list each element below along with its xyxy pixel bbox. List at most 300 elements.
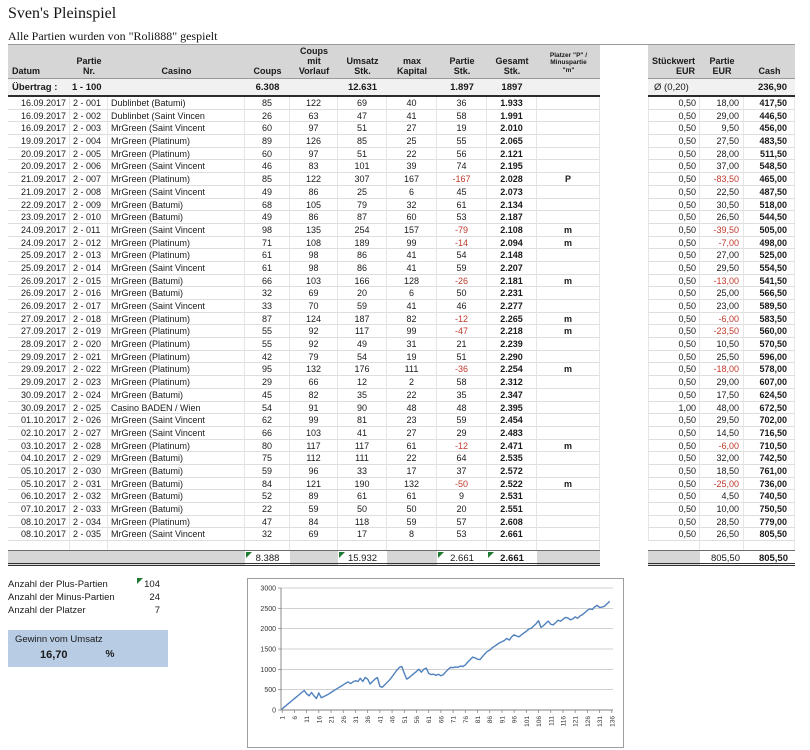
cell-kapital[interactable]: 59 bbox=[387, 516, 437, 529]
cell-partie[interactable]: 58 bbox=[437, 376, 487, 389]
cell-platzer[interactable] bbox=[537, 199, 600, 212]
cell-datum[interactable]: 25.09.2017 bbox=[8, 262, 70, 275]
cell-gesamt[interactable]: 2.290 bbox=[487, 351, 537, 364]
empty-cell[interactable] bbox=[245, 541, 290, 550]
cell-casino[interactable]: MrGreen (Batumi) bbox=[108, 465, 245, 478]
cell-vorlauf[interactable]: 117 bbox=[290, 440, 338, 453]
cell-partie_eur[interactable]: 25,50 bbox=[700, 351, 744, 364]
cell-datum[interactable]: 28.09.2017 bbox=[8, 338, 70, 351]
empty-cell[interactable] bbox=[437, 541, 487, 550]
cell-kapital[interactable]: 23 bbox=[387, 414, 437, 427]
gewinn-box[interactable] bbox=[8, 630, 168, 667]
cell-cash[interactable]: 511,50 bbox=[744, 148, 795, 161]
cell-umsatz[interactable]: 51 bbox=[338, 122, 387, 135]
cell-kapital[interactable]: 60 bbox=[387, 211, 437, 224]
cell-datum[interactable]: 25.09.2017 bbox=[8, 249, 70, 262]
col-header-datum[interactable]: Datum bbox=[8, 45, 70, 79]
cell-umsatz[interactable]: 54 bbox=[338, 351, 387, 364]
cell-vorlauf[interactable]: 105 bbox=[290, 199, 338, 212]
uebertrag-coups[interactable]: 6.308 bbox=[245, 79, 290, 97]
col-header-casino[interactable]: Casino bbox=[108, 45, 245, 79]
col-header-stueckwert[interactable]: Stückwert EUR bbox=[648, 45, 700, 79]
totals-filler[interactable] bbox=[387, 550, 437, 566]
cell-partie[interactable]: 36 bbox=[437, 97, 487, 110]
cell-cash[interactable]: 702,00 bbox=[744, 414, 795, 427]
cell-nr[interactable]: 2 - 018 bbox=[70, 313, 108, 326]
cell-cash[interactable]: 560,00 bbox=[744, 325, 795, 338]
cell-partie_eur[interactable]: 18,00 bbox=[700, 97, 744, 110]
summary-value[interactable]: 7 bbox=[154, 605, 160, 616]
cell-vorlauf[interactable]: 98 bbox=[290, 262, 338, 275]
empty-cell[interactable] bbox=[487, 541, 537, 550]
cell-vorlauf[interactable]: 89 bbox=[290, 490, 338, 503]
cell-gesamt[interactable]: 2.181 bbox=[487, 275, 537, 288]
summary-value[interactable]: 24 bbox=[149, 592, 160, 603]
cell-partie[interactable]: 55 bbox=[437, 135, 487, 148]
cell-kapital[interactable]: 22 bbox=[387, 148, 437, 161]
cell-platzer[interactable] bbox=[537, 338, 600, 351]
cell-cash[interactable]: 548,50 bbox=[744, 160, 795, 173]
cell-partie[interactable]: -14 bbox=[437, 237, 487, 250]
cell-nr[interactable]: 2 - 023 bbox=[70, 376, 108, 389]
cell-vorlauf[interactable]: 86 bbox=[290, 211, 338, 224]
cell-gesamt[interactable]: 2.134 bbox=[487, 199, 537, 212]
uebertrag-partie-stk[interactable]: 1.897 bbox=[437, 79, 487, 97]
cell-gesamt[interactable]: 2.121 bbox=[487, 148, 537, 161]
cell-umsatz[interactable]: 51 bbox=[338, 148, 387, 161]
cell-cash[interactable]: 446,50 bbox=[744, 110, 795, 123]
cell-partie_eur[interactable]: 28,00 bbox=[700, 148, 744, 161]
cell-datum[interactable]: 24.09.2017 bbox=[8, 237, 70, 250]
cell-stueckwert[interactable]: 0,50 bbox=[648, 199, 700, 212]
cell-platzer[interactable] bbox=[537, 211, 600, 224]
col-header-gesamt-stk[interactable]: Gesamt Stk. bbox=[487, 45, 537, 79]
cell-partie_eur[interactable]: 27,00 bbox=[700, 249, 744, 262]
cell-kapital[interactable]: 48 bbox=[387, 402, 437, 415]
cell-datum[interactable]: 16.09.2017 bbox=[8, 97, 70, 110]
cell-gesamt[interactable]: 1.991 bbox=[487, 110, 537, 123]
cell-platzer[interactable]: m bbox=[537, 440, 600, 453]
cell-vorlauf[interactable]: 132 bbox=[290, 363, 338, 376]
cell-stueckwert[interactable]: 0,50 bbox=[648, 414, 700, 427]
cell-datum[interactable]: 20.09.2017 bbox=[8, 148, 70, 161]
cell-umsatz[interactable]: 61 bbox=[338, 490, 387, 503]
cell-partie_eur[interactable]: 32,00 bbox=[700, 452, 744, 465]
summary-label[interactable]: Anzahl der Platzer bbox=[8, 605, 86, 616]
cell-partie_eur[interactable]: 23,00 bbox=[700, 300, 744, 313]
cell-partie_eur[interactable]: 27,50 bbox=[700, 135, 744, 148]
cell-kapital[interactable]: 39 bbox=[387, 160, 437, 173]
cell-coups[interactable]: 55 bbox=[245, 338, 290, 351]
cell-vorlauf[interactable]: 63 bbox=[290, 110, 338, 123]
cell-gesamt[interactable]: 2.531 bbox=[487, 490, 537, 503]
totals-filler[interactable] bbox=[8, 550, 70, 566]
cell-platzer[interactable] bbox=[537, 351, 600, 364]
cell-gesamt[interactable]: 2.483 bbox=[487, 427, 537, 440]
cell-partie_eur[interactable]: -83,50 bbox=[700, 173, 744, 186]
cell-datum[interactable]: 04.10.2017 bbox=[8, 452, 70, 465]
cell-casino[interactable]: MrGreen (Batumi) bbox=[108, 389, 245, 402]
cell-coups[interactable]: 49 bbox=[245, 211, 290, 224]
cell-partie[interactable]: -36 bbox=[437, 363, 487, 376]
cell-platzer[interactable] bbox=[537, 490, 600, 503]
cell-kapital[interactable]: 167 bbox=[387, 173, 437, 186]
cell-cash[interactable]: 596,00 bbox=[744, 351, 795, 364]
cell-umsatz[interactable]: 49 bbox=[338, 338, 387, 351]
summary-label[interactable]: Anzahl der Minus-Partien bbox=[8, 592, 115, 603]
cell-stueckwert[interactable]: 0,50 bbox=[648, 351, 700, 364]
cell-gesamt[interactable]: 2.195 bbox=[487, 160, 537, 173]
summary-value[interactable]: 104 bbox=[126, 578, 160, 591]
cell-gesamt[interactable]: 2.471 bbox=[487, 440, 537, 453]
cell-nr[interactable]: 2 - 004 bbox=[70, 135, 108, 148]
cell-coups[interactable]: 66 bbox=[245, 427, 290, 440]
cell-casino[interactable]: MrGreen (Platinum) bbox=[108, 516, 245, 529]
cell-datum[interactable]: 23.09.2017 bbox=[8, 211, 70, 224]
cell-vorlauf[interactable]: 135 bbox=[290, 224, 338, 237]
uebertrag-empty[interactable] bbox=[108, 79, 245, 97]
empty-cell[interactable] bbox=[290, 541, 338, 550]
cell-platzer[interactable] bbox=[537, 452, 600, 465]
cell-stueckwert[interactable]: 0,50 bbox=[648, 503, 700, 516]
cell-partie_eur[interactable]: 10,00 bbox=[700, 503, 744, 516]
cell-nr[interactable]: 2 - 028 bbox=[70, 440, 108, 453]
cell-casino[interactable]: Dublinbet (Batumi) bbox=[108, 97, 245, 110]
cell-cash[interactable]: 525,00 bbox=[744, 249, 795, 262]
cell-partie[interactable]: 56 bbox=[437, 148, 487, 161]
cell-partie[interactable]: 19 bbox=[437, 122, 487, 135]
col-header-cash[interactable]: Cash bbox=[744, 45, 795, 79]
cell-kapital[interactable]: 27 bbox=[387, 427, 437, 440]
cell-vorlauf[interactable]: 92 bbox=[290, 338, 338, 351]
cell-umsatz[interactable]: 81 bbox=[338, 414, 387, 427]
cell-partie_eur[interactable]: 26,50 bbox=[700, 211, 744, 224]
cell-coups[interactable]: 46 bbox=[245, 160, 290, 173]
cell-coups[interactable]: 60 bbox=[245, 148, 290, 161]
cell-casino[interactable]: MrGreen (Platinum) bbox=[108, 237, 245, 250]
cell-stueckwert[interactable]: 0,50 bbox=[648, 237, 700, 250]
cell-coups[interactable]: 85 bbox=[245, 97, 290, 110]
cell-nr[interactable]: 2 - 031 bbox=[70, 478, 108, 491]
cell-casino[interactable]: MrGreen (Saint Vincent bbox=[108, 186, 245, 199]
cell-gesamt[interactable]: 2.239 bbox=[487, 338, 537, 351]
cell-coups[interactable]: 33 bbox=[245, 300, 290, 313]
uebertrag-umsatz[interactable]: 12.631 bbox=[338, 79, 387, 97]
cell-kapital[interactable]: 31 bbox=[387, 338, 437, 351]
cell-casino[interactable]: MrGreen (Platinum) bbox=[108, 440, 245, 453]
cell-datum[interactable]: 26.09.2017 bbox=[8, 275, 70, 288]
cell-vorlauf[interactable]: 103 bbox=[290, 275, 338, 288]
cell-stueckwert[interactable]: 0,50 bbox=[648, 427, 700, 440]
cell-casino[interactable]: Dublinbet (Saint Vincen bbox=[108, 110, 245, 123]
cell-partie_eur[interactable]: 17,50 bbox=[700, 389, 744, 402]
cell-kapital[interactable]: 32 bbox=[387, 199, 437, 212]
cell-platzer[interactable] bbox=[537, 503, 600, 516]
cell-casino[interactable]: MrGreen (Batumi) bbox=[108, 199, 245, 212]
cell-stueckwert[interactable]: 0,50 bbox=[648, 313, 700, 326]
cell-cash[interactable]: 505,00 bbox=[744, 224, 795, 237]
cell-datum[interactable]: 21.09.2017 bbox=[8, 186, 70, 199]
cumulative-line-chart[interactable] bbox=[247, 578, 624, 748]
cell-coups[interactable]: 85 bbox=[245, 173, 290, 186]
cell-coups[interactable]: 80 bbox=[245, 440, 290, 453]
cell-partie_eur[interactable]: 9,50 bbox=[700, 122, 744, 135]
cell-partie[interactable]: -12 bbox=[437, 440, 487, 453]
cell-vorlauf[interactable]: 91 bbox=[290, 402, 338, 415]
cell-datum[interactable]: 29.09.2017 bbox=[8, 376, 70, 389]
cell-partie[interactable]: 57 bbox=[437, 516, 487, 529]
cell-nr[interactable]: 2 - 017 bbox=[70, 300, 108, 313]
cell-nr[interactable]: 2 - 016 bbox=[70, 287, 108, 300]
col-header-kapital[interactable]: max Kapital bbox=[387, 45, 437, 79]
cell-stueckwert[interactable]: 0,50 bbox=[648, 224, 700, 237]
cell-nr[interactable]: 2 - 008 bbox=[70, 186, 108, 199]
cell-gesamt[interactable]: 2.608 bbox=[487, 516, 537, 529]
cell-casino[interactable]: MrGreen (Platinum) bbox=[108, 249, 245, 262]
cell-cash[interactable]: 736,00 bbox=[744, 478, 795, 491]
uebertrag-empty[interactable] bbox=[387, 79, 437, 97]
cell-nr[interactable]: 2 - 025 bbox=[70, 402, 108, 415]
cell-vorlauf[interactable]: 66 bbox=[290, 376, 338, 389]
cell-umsatz[interactable]: 47 bbox=[338, 110, 387, 123]
cell-nr[interactable]: 2 - 002 bbox=[70, 110, 108, 123]
cell-kapital[interactable]: 6 bbox=[387, 287, 437, 300]
cell-stueckwert[interactable]: 0,50 bbox=[648, 211, 700, 224]
cell-coups[interactable]: 59 bbox=[245, 465, 290, 478]
cell-casino[interactable]: MrGreen (Saint Vincent bbox=[108, 427, 245, 440]
cell-umsatz[interactable]: 33 bbox=[338, 465, 387, 478]
cell-vorlauf[interactable]: 83 bbox=[290, 160, 338, 173]
cell-coups[interactable]: 47 bbox=[245, 516, 290, 529]
cell-stueckwert[interactable]: 0,50 bbox=[648, 478, 700, 491]
cell-casino[interactable]: MrGreen (Platinum) bbox=[108, 376, 245, 389]
cell-kapital[interactable]: 41 bbox=[387, 110, 437, 123]
cell-kapital[interactable]: 41 bbox=[387, 249, 437, 262]
cell-casino[interactable]: MrGreen (Platinum) bbox=[108, 338, 245, 351]
cell-partie[interactable]: 74 bbox=[437, 160, 487, 173]
empty-cell[interactable] bbox=[537, 541, 600, 550]
cell-vorlauf[interactable]: 112 bbox=[290, 452, 338, 465]
cell-coups[interactable]: 62 bbox=[245, 414, 290, 427]
cell-partie[interactable]: -47 bbox=[437, 325, 487, 338]
cell-umsatz[interactable]: 190 bbox=[338, 478, 387, 491]
cell-partie[interactable]: 58 bbox=[437, 110, 487, 123]
cell-partie[interactable]: 35 bbox=[437, 389, 487, 402]
totals-filler[interactable] bbox=[108, 550, 245, 566]
cell-partie_eur[interactable]: 18,50 bbox=[700, 465, 744, 478]
cell-datum[interactable]: 16.09.2017 bbox=[8, 110, 70, 123]
cell-partie[interactable]: 53 bbox=[437, 528, 487, 541]
cell-coups[interactable]: 32 bbox=[245, 287, 290, 300]
cell-stueckwert[interactable]: 0,50 bbox=[648, 110, 700, 123]
cell-umsatz[interactable]: 59 bbox=[338, 300, 387, 313]
cell-stueckwert[interactable]: 0,50 bbox=[648, 516, 700, 529]
total-umsatz[interactable]: 15.932 bbox=[338, 550, 387, 566]
cell-coups[interactable]: 84 bbox=[245, 478, 290, 491]
cell-kapital[interactable]: 41 bbox=[387, 300, 437, 313]
cell-casino[interactable]: MrGreen (Platinum) bbox=[108, 148, 245, 161]
cell-platzer[interactable]: m bbox=[537, 237, 600, 250]
cell-platzer[interactable] bbox=[537, 528, 600, 541]
cell-umsatz[interactable]: 176 bbox=[338, 363, 387, 376]
cell-stueckwert[interactable]: 0,50 bbox=[648, 338, 700, 351]
cell-gesamt[interactable]: 2.010 bbox=[487, 122, 537, 135]
cell-umsatz[interactable]: 12 bbox=[338, 376, 387, 389]
cell-partie[interactable]: 45 bbox=[437, 186, 487, 199]
cell-cash[interactable]: 566,50 bbox=[744, 287, 795, 300]
cell-gesamt[interactable]: 2.265 bbox=[487, 313, 537, 326]
cell-stueckwert[interactable]: 0,50 bbox=[648, 148, 700, 161]
cell-coups[interactable]: 68 bbox=[245, 199, 290, 212]
cell-partie[interactable]: 20 bbox=[437, 503, 487, 516]
cell-cash[interactable]: 672,50 bbox=[744, 402, 795, 415]
cell-platzer[interactable] bbox=[537, 97, 600, 110]
cell-cash[interactable]: 498,00 bbox=[744, 237, 795, 250]
col-header-partie-eur[interactable]: Partie EUR bbox=[700, 45, 744, 79]
cell-coups[interactable]: 95 bbox=[245, 363, 290, 376]
cell-gesamt[interactable]: 2.094 bbox=[487, 237, 537, 250]
cell-nr[interactable]: 2 - 027 bbox=[70, 427, 108, 440]
cell-casino[interactable]: MrGreen (Saint Vincent bbox=[108, 122, 245, 135]
cell-coups[interactable]: 60 bbox=[245, 122, 290, 135]
cell-stueckwert[interactable]: 0,50 bbox=[648, 300, 700, 313]
cell-cash[interactable]: 483,50 bbox=[744, 135, 795, 148]
cell-partie_eur[interactable]: 29,00 bbox=[700, 376, 744, 389]
cell-datum[interactable]: 24.09.2017 bbox=[8, 224, 70, 237]
cell-partie_eur[interactable]: 14,50 bbox=[700, 427, 744, 440]
cell-platzer[interactable] bbox=[537, 249, 600, 262]
cell-gesamt[interactable]: 2.065 bbox=[487, 135, 537, 148]
cell-kapital[interactable]: 19 bbox=[387, 351, 437, 364]
totals-filler[interactable] bbox=[648, 550, 700, 566]
cell-umsatz[interactable]: 25 bbox=[338, 186, 387, 199]
cell-nr[interactable]: 2 - 006 bbox=[70, 160, 108, 173]
cell-platzer[interactable]: m bbox=[537, 363, 600, 376]
cell-datum[interactable]: 03.10.2017 bbox=[8, 440, 70, 453]
cell-coups[interactable]: 61 bbox=[245, 262, 290, 275]
cell-nr[interactable]: 2 - 021 bbox=[70, 351, 108, 364]
cell-nr[interactable]: 2 - 012 bbox=[70, 237, 108, 250]
cell-kapital[interactable]: 25 bbox=[387, 135, 437, 148]
cell-partie_eur[interactable]: 29,50 bbox=[700, 414, 744, 427]
cell-datum[interactable]: 02.10.2017 bbox=[8, 427, 70, 440]
uebertrag-empty[interactable] bbox=[290, 79, 338, 97]
cell-umsatz[interactable]: 166 bbox=[338, 275, 387, 288]
cell-partie_eur[interactable]: 10,50 bbox=[700, 338, 744, 351]
cell-umsatz[interactable]: 90 bbox=[338, 402, 387, 415]
cell-gesamt[interactable]: 2.148 bbox=[487, 249, 537, 262]
cell-nr[interactable]: 2 - 035 bbox=[70, 528, 108, 541]
cell-datum[interactable]: 19.09.2017 bbox=[8, 135, 70, 148]
cell-cash[interactable]: 761,00 bbox=[744, 465, 795, 478]
cell-stueckwert[interactable]: 0,50 bbox=[648, 452, 700, 465]
cell-partie[interactable]: 21 bbox=[437, 338, 487, 351]
cell-kapital[interactable]: 2 bbox=[387, 376, 437, 389]
cell-partie_eur[interactable]: 28,50 bbox=[700, 516, 744, 529]
cell-cash[interactable]: 578,00 bbox=[744, 363, 795, 376]
cell-gesamt[interactable]: 2.277 bbox=[487, 300, 537, 313]
cell-cash[interactable]: 487,50 bbox=[744, 186, 795, 199]
cell-stueckwert[interactable]: 0,50 bbox=[648, 325, 700, 338]
cell-stueckwert[interactable]: 0,50 bbox=[648, 249, 700, 262]
cell-platzer[interactable] bbox=[537, 376, 600, 389]
cell-platzer[interactable] bbox=[537, 148, 600, 161]
cell-platzer[interactable]: m bbox=[537, 325, 600, 338]
col-header-partie-nr[interactable]: Partie Nr. bbox=[70, 45, 108, 79]
cell-stueckwert[interactable]: 1,00 bbox=[648, 402, 700, 415]
cell-kapital[interactable]: 22 bbox=[387, 452, 437, 465]
cell-partie_eur[interactable]: -7,00 bbox=[700, 237, 744, 250]
cell-vorlauf[interactable]: 103 bbox=[290, 427, 338, 440]
cell-vorlauf[interactable]: 97 bbox=[290, 122, 338, 135]
cell-cash[interactable]: 544,50 bbox=[744, 211, 795, 224]
cell-datum[interactable]: 22.09.2017 bbox=[8, 199, 70, 212]
cell-coups[interactable]: 26 bbox=[245, 110, 290, 123]
cell-coups[interactable]: 87 bbox=[245, 313, 290, 326]
cell-stueckwert[interactable]: 0,50 bbox=[648, 173, 700, 186]
cell-vorlauf[interactable]: 99 bbox=[290, 414, 338, 427]
cell-coups[interactable]: 42 bbox=[245, 351, 290, 364]
cell-cash[interactable]: 624,50 bbox=[744, 389, 795, 402]
cell-platzer[interactable] bbox=[537, 262, 600, 275]
cell-vorlauf[interactable]: 86 bbox=[290, 186, 338, 199]
cell-platzer[interactable] bbox=[537, 414, 600, 427]
cell-datum[interactable]: 20.09.2017 bbox=[8, 160, 70, 173]
cell-kapital[interactable]: 61 bbox=[387, 490, 437, 503]
cell-cash[interactable]: 456,00 bbox=[744, 122, 795, 135]
cell-stueckwert[interactable]: 0,50 bbox=[648, 287, 700, 300]
cell-platzer[interactable]: P bbox=[537, 173, 600, 186]
cell-platzer[interactable] bbox=[537, 287, 600, 300]
col-header-umsatz[interactable]: Umsatz Stk. bbox=[338, 45, 387, 79]
cell-platzer[interactable] bbox=[537, 122, 600, 135]
cell-umsatz[interactable]: 187 bbox=[338, 313, 387, 326]
cell-stueckwert[interactable]: 0,50 bbox=[648, 389, 700, 402]
cell-cash[interactable]: 518,00 bbox=[744, 199, 795, 212]
cell-vorlauf[interactable]: 92 bbox=[290, 325, 338, 338]
cell-nr[interactable]: 2 - 032 bbox=[70, 490, 108, 503]
cell-kapital[interactable]: 50 bbox=[387, 503, 437, 516]
cell-coups[interactable]: 75 bbox=[245, 452, 290, 465]
cell-stueckwert[interactable]: 0,50 bbox=[648, 528, 700, 541]
cell-datum[interactable]: 29.09.2017 bbox=[8, 351, 70, 364]
cell-partie[interactable]: 59 bbox=[437, 262, 487, 275]
cell-datum[interactable]: 05.10.2017 bbox=[8, 478, 70, 491]
cell-casino[interactable]: MrGreen (Batumi) bbox=[108, 287, 245, 300]
cell-partie[interactable]: 9 bbox=[437, 490, 487, 503]
cell-casino[interactable]: MrGreen (Platinum) bbox=[108, 313, 245, 326]
cell-casino[interactable]: MrGreen (Batumi) bbox=[108, 478, 245, 491]
cell-kapital[interactable]: 132 bbox=[387, 478, 437, 491]
cell-vorlauf[interactable]: 124 bbox=[290, 313, 338, 326]
cell-coups[interactable]: 66 bbox=[245, 275, 290, 288]
uebertrag-stueckwert[interactable]: Ø (0,20) bbox=[648, 79, 700, 97]
cell-casino[interactable]: MrGreen (Platinum) bbox=[108, 135, 245, 148]
cell-nr[interactable]: 2 - 009 bbox=[70, 199, 108, 212]
cell-kapital[interactable]: 27 bbox=[387, 122, 437, 135]
cell-stueckwert[interactable]: 0,50 bbox=[648, 465, 700, 478]
cell-gesamt[interactable]: 2.347 bbox=[487, 389, 537, 402]
cell-vorlauf[interactable]: 70 bbox=[290, 300, 338, 313]
cell-platzer[interactable]: m bbox=[537, 313, 600, 326]
cell-umsatz[interactable]: 254 bbox=[338, 224, 387, 237]
cell-platzer[interactable] bbox=[537, 186, 600, 199]
total-cash[interactable]: 805,50 bbox=[744, 550, 795, 566]
cell-vorlauf[interactable]: 96 bbox=[290, 465, 338, 478]
cell-kapital[interactable]: 82 bbox=[387, 313, 437, 326]
cell-casino[interactable]: MrGreen (Batumi) bbox=[108, 503, 245, 516]
cell-stueckwert[interactable]: 0,50 bbox=[648, 440, 700, 453]
